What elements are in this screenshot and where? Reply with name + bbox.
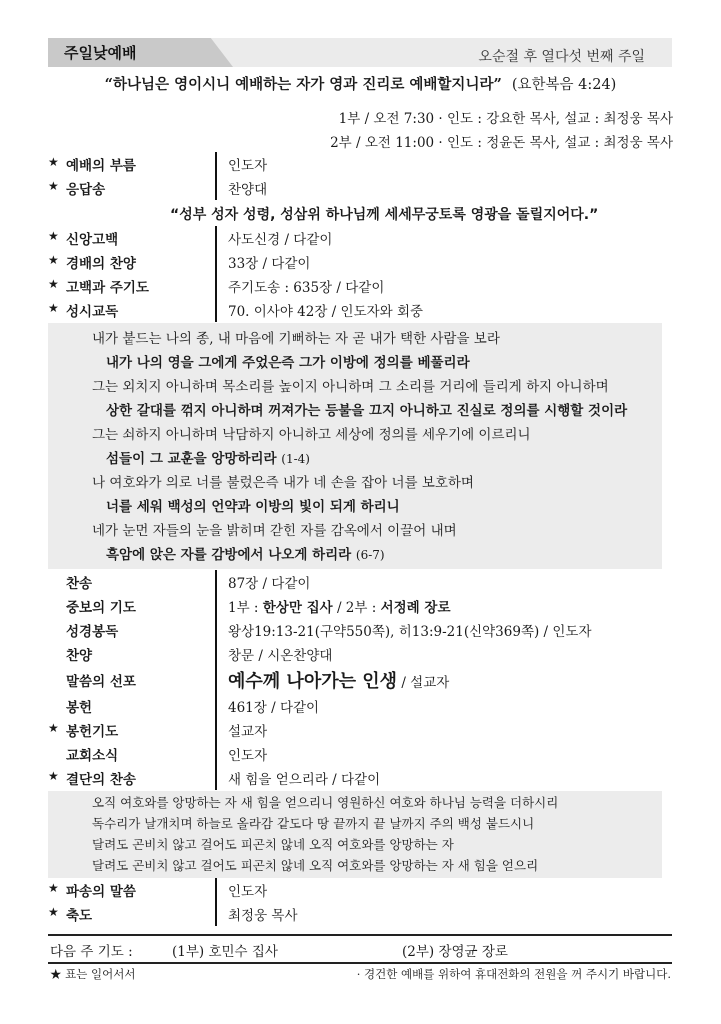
- order-row: [48, 594, 672, 618]
- reading-note: (6-7): [355, 548, 385, 562]
- order-row: [48, 274, 672, 298]
- divider: [215, 718, 217, 742]
- lyric-line: 독수리가 날개치며 하늘로 올라감 같도다 땅 끝까지 끝 날까지 주의 백성 붙드시니: [92, 816, 535, 831]
- order-label: 결단의 찬송: [66, 772, 136, 788]
- order-value: 33장 / 다같이: [228, 256, 311, 272]
- week-label: 오순절 후 열다섯 번째 주일: [478, 49, 645, 65]
- order-value: [228, 596, 450, 616]
- order-row: [48, 718, 672, 742]
- order-label: 파송의 말씀: [66, 884, 136, 900]
- order-value: [228, 667, 449, 693]
- theme-verse: [0, 73, 721, 94]
- next-week-second: (2부) 장영균 장로: [402, 944, 508, 960]
- reading-line: [106, 447, 310, 467]
- verse-text: “하나님은 영이시니 예배하는 자가 영과 진리로 예배할지니라”: [104, 76, 502, 93]
- footer-rule-top: [48, 934, 672, 936]
- reading-note: (1-4): [281, 452, 310, 466]
- order-row: [48, 878, 672, 902]
- lyric-line: 오직 여호와를 앙망하는 자 새 힘을 얻으리니 영원하신 여호와 하나님 능력을 더하시리: [92, 795, 559, 810]
- divider: [215, 618, 217, 642]
- next-week-label: 다음 주 기도 :: [50, 944, 133, 960]
- divider: [215, 666, 217, 694]
- divider: [215, 878, 217, 902]
- footnote-standing: ★ 표는 일어서서: [50, 967, 136, 981]
- order-row: [48, 742, 672, 766]
- order-row: [48, 666, 672, 694]
- hymn-lyrics-box: [48, 791, 662, 878]
- order-label: 중보의 기도: [66, 600, 136, 616]
- divider: [215, 694, 217, 718]
- lyric-line: 달려도 곤비치 않고 걸어도 피곤치 않네 오직 여호와를 앙망하는 자: [92, 837, 454, 852]
- reading-line: 내가 붙드는 나의 종, 내 마음에 기뻐하는 자 곧 내가 택한 사람을 보라: [92, 331, 500, 347]
- order-value: 찬양대: [228, 182, 268, 198]
- sermon-title: 예수께 나아가는 인생: [228, 671, 398, 692]
- divider: [215, 250, 217, 274]
- order-label: 성시교독: [66, 304, 119, 320]
- order-label: 교회소식: [66, 748, 119, 764]
- star-icon: ★: [48, 905, 59, 919]
- order-row: [48, 766, 672, 790]
- reading-line: 그는 외치지 아니하며 목소리를 높이지 아니하며 그 소리를 거리에 들리게 하지 아니하며: [92, 379, 609, 395]
- reading-text: 흑암에 앉은 자를 감방에서 나오게 하리라: [106, 547, 352, 563]
- reading-line: 내가 나의 영을 그에게 주었은즉 그가 이방에 정의를 베풀리라: [106, 355, 470, 371]
- responsive-reading-box: [48, 323, 662, 569]
- divider: [215, 902, 217, 926]
- order-value: 창문 / 시온찬양대: [228, 648, 333, 664]
- order-value: 인도자: [228, 748, 268, 764]
- order-value: 새 힘을 얻으리라 / 다같이: [228, 772, 381, 788]
- divider: [215, 742, 217, 766]
- next-week-first: (1부) 호민수 집사: [172, 944, 278, 960]
- order-row: [48, 618, 672, 642]
- verse-reference: (요한복음 4:24): [511, 77, 617, 93]
- order-label: 신앙고백: [66, 232, 119, 248]
- divider: [215, 274, 217, 298]
- order-value: 인도자: [228, 158, 268, 174]
- order-label: 봉헌: [66, 700, 93, 716]
- order-label: 축도: [66, 908, 93, 924]
- prayer-first-name: 한상만 집사: [262, 600, 333, 616]
- order-value: 왕상19:13-21(구약550쪽), 히13:9-21(신약369쪽) / 인도자: [228, 624, 592, 640]
- prayer-second-label: / 2부 :: [332, 600, 381, 616]
- prayer-first-label: 1부 :: [228, 600, 263, 616]
- star-icon: ★: [48, 229, 59, 243]
- order-label: 찬양: [66, 648, 93, 664]
- star-icon: ★: [48, 179, 59, 193]
- order-label: 경배의 찬양: [66, 256, 136, 272]
- order-row: [48, 570, 672, 594]
- star-icon: ★: [48, 721, 59, 735]
- order-row: [48, 902, 672, 926]
- star-icon: ★: [48, 253, 59, 267]
- order-label: 예배의 부름: [66, 158, 136, 174]
- order-label: 고백과 주기도: [66, 280, 149, 296]
- divider: [215, 642, 217, 666]
- order-value: 87장 / 다같이: [228, 576, 311, 592]
- order-row: [48, 250, 672, 274]
- lyric-line: 달려도 곤비치 않고 걸어도 피곤치 않네 오직 여호와를 앙망하는 자 새 힘을 얻으리: [92, 858, 539, 873]
- order-value: 최정웅 목사: [228, 908, 298, 924]
- order-value: 설교자: [228, 724, 268, 740]
- prayer-second-name: 서정례 장로: [380, 600, 451, 616]
- divider: [215, 570, 217, 594]
- divider: [215, 766, 217, 790]
- star-icon: ★: [48, 769, 59, 783]
- order-label: 응답송: [66, 182, 106, 198]
- footnote-phone: · 경건한 예배를 위하여 휴대전화의 전원을 꺼 주시기 바랍니다.: [356, 967, 671, 981]
- footer-rule-bottom: [48, 962, 672, 964]
- divider: [215, 176, 217, 200]
- reading-line: 상한 갈대를 꺾지 아니하며 꺼져가는 등불을 끄지 아니하고 진실로 정의를 시행할 것이라: [106, 403, 628, 419]
- order-row: [48, 298, 672, 322]
- reading-line: 네가 눈먼 자들의 눈을 밝히며 갇힌 자를 감옥에서 이끌어 내며: [92, 523, 457, 539]
- star-icon: ★: [48, 301, 59, 315]
- section-title: 주일낮예배: [64, 44, 137, 62]
- order-label: 말씀의 선포: [66, 674, 136, 690]
- reading-line: 나 여호와가 의로 너를 불렀은즉 내가 네 손을 잡아 너를 보호하며: [92, 475, 474, 491]
- divider: [215, 298, 217, 322]
- order-row: [48, 176, 672, 200]
- order-row: [48, 694, 672, 718]
- order-value: 461장 / 다같이: [228, 700, 320, 716]
- order-row: [48, 642, 672, 666]
- divider: [215, 226, 217, 250]
- response-line: “성부 성자 성령, 성삼위 하나님께 세세무궁토록 영광을 돌릴지어다.”: [170, 207, 599, 223]
- order-row: [48, 226, 672, 250]
- order-row: [48, 152, 672, 176]
- reading-line: 너를 세워 백성의 언약과 이방의 빛이 되게 하리니: [106, 499, 400, 515]
- order-value: 사도신경 / 다같이: [228, 232, 333, 248]
- order-label: 성경봉독: [66, 624, 119, 640]
- reading-line: 그는 쇠하지 아니하며 낙담하지 아니하고 세상에 정의를 세우기에 이르리니: [92, 427, 531, 443]
- order-value: 70. 이사야 42장 / 인도자와 회중: [228, 304, 424, 320]
- star-icon: ★: [48, 881, 59, 895]
- service-first: 1부 / 오전 7:30 · 인도 : 강요한 목사, 설교 : 최정웅 목사: [338, 111, 673, 127]
- order-value: 주기도송 : 635장 / 다같이: [228, 280, 385, 296]
- reading-text: 섬들이 그 교훈을 앙망하리라: [106, 451, 277, 467]
- star-icon: ★: [48, 277, 59, 291]
- star-icon: ★: [48, 155, 59, 169]
- order-value: 인도자: [228, 884, 268, 900]
- reading-line: [106, 543, 385, 563]
- order-label: 봉헌기도: [66, 724, 119, 740]
- divider: [215, 152, 217, 176]
- order-label: 찬송: [66, 576, 93, 592]
- divider: [215, 594, 217, 618]
- service-second: 2부 / 오전 11:00 · 인도 : 정윤돈 목사, 설교 : 최정웅 목사: [330, 135, 673, 151]
- sermon-preacher: / 설교자: [397, 675, 450, 691]
